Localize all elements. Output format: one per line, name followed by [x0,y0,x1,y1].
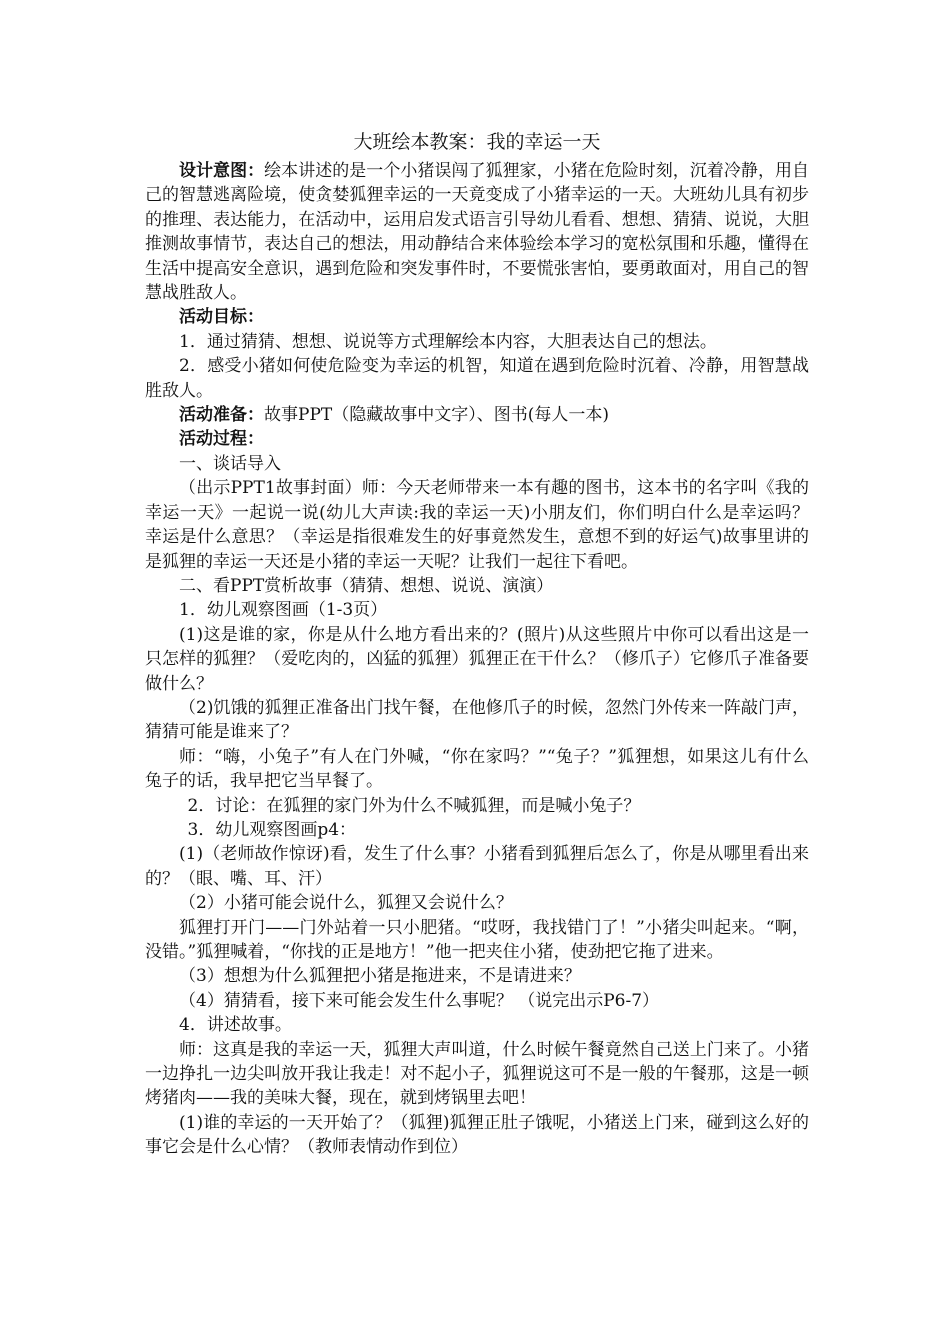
document-page [145,125,809,1160]
goal-item-1: 1．通过猜猜、想想、说说等方式理解绘本内容，大胆表达自己的想法。 [179,331,717,352]
step-3-heading: 3．幼儿观察图画p4： [187,819,357,840]
step-4-heading: 4．讲述故事。 [179,1015,292,1036]
teacher-dialogue-2: 师：这真是我的幸运一天，狐狸大声叫道，什么时候午餐竟然自己送上门来了。小猪一边挣扎一边尖叫放开我让我走！对不起小子，狐狸说这可不是一般的午餐那，这是一顿烤猪肉——我的美味大餐，现在，就到烤锅里去吧！ [145,1039,809,1109]
teacher-dialogue-1: 师：“嗨，小兔子”有人在门外喊，“你在家吗？”“兔子？”狐狸想，如果这儿有什么兔子的话，我早把它当早餐了。 [145,746,809,792]
step-1-heading: 1．幼儿观察图画（1-3页） [179,600,388,621]
goal-item-2: 2．感受小猪如何使危险变为幸运的机智，知道在遇到危险时沉着、冷静，用智慧战胜敌人。 [145,356,809,401]
design-intent-paragraph [145,159,809,305]
section-1-heading: 一、谈话导入 [179,453,281,474]
document-title: 大班绘本教案：我的幸运一天 [353,131,601,153]
step-1-question-2: （2)饥饿的狐狸正准备出门找午餐，在他修爪子的时候，忽然门外传来一阵敲门声，猜猜可能是谁来了？ [145,697,809,743]
step-1-question-1: (1)这是谁的家，你是从什么地方看出来的？(照片)从这些照片中你可以看出这是一只怎样的狐狸？（爱吃肉的，凶猛的狐狸）狐狸正在干什么？（修爪子）它修爪子准备要做什么？ [145,624,809,694]
preparation-label: 活动准备： [179,405,264,426]
section-2-heading: 二、看PPT赏析故事（猜猜、想想、说说、演演） [179,575,554,596]
step-3-question-4: （4）猜猜看，接下来可能会发生什么事呢？ （说完出示P6-7） [179,990,660,1011]
story-paragraph-1: 狐狸打开门——门外站着一只小肥猪。“哎呀，我找错门了！”小猪尖叫起来。“啊，没错。”狐狸喊着，“你找的正是地方！”他一把夹住小猪，使劲把它拖了进来。 [145,917,809,962]
step-3-question-2: （2）小猪可能会说什么，狐狸又会说什么？ [179,893,513,914]
design-intent-text: 绘本讲述的是一个小猪误闯了狐狸家，小猪在危险时刻，沉着冷静，用自己的智慧逃离险境，使贪婪狐狸幸运的一天竟变成了小猪幸运的一天。大班幼儿具有初步的推理、表达能力，在活动中，运用启发式语言引导幼儿看看、想想、猜猜、说说，大胆推测故事情节，表达自己的想法，用动静结合来体验绘本学习的宽松氛围和乐趣，懂得在生活中提高安全意识，遇到危险和突发事件时，不要慌张害怕，要勇敢面对，用自己的智慧战胜敌人。 [145,161,810,304]
preparation-paragraph [145,403,809,427]
design-intent-label: 设计意图： [179,161,265,181]
process-heading: 活动过程： [179,429,264,450]
step-2-heading: 2．讨论：在狐狸的家门外为什么不喊狐狸，而是喊小兔子？ [187,795,641,816]
intro-paragraph: （出示PPT1故事封面）师：今天老师带来一本有趣的图书，这本书的名字叫《我的幸运一天》一起说一说(幼儿大声读:我的幸运一天)小朋友们，你们明白什么是幸运吗？幸运是什么意思？（幸运是指很难发生的好事竟然发生，意想不到的好运气)故事里讲的是狐狸的幸运一天还是小猪的幸运一天呢？让我们一起往下看吧。 [145,478,809,572]
goals-heading: 活动目标： [179,307,264,328]
step-3-question-1: (1)（老师故作惊讶)看，发生了什么事？小猪看到狐狸后怎么了，你是从哪里看出来的？（眼、嘴、耳、汗） [145,844,809,889]
step-3-question-3: （3）想想为什么狐狸把小猪是拖进来，不是请进来？ [179,966,581,987]
step-4-question-1: (1)谁的幸运的一天开始了？（狐狸)狐狸正肚子饿呢，小猪送上门来，碰到这么好的事它会是什么心情？（教师表情动作到位） [145,1112,809,1158]
preparation-text: 故事PPT（隐藏故事中文字）、图书(每人一本) [264,405,609,426]
